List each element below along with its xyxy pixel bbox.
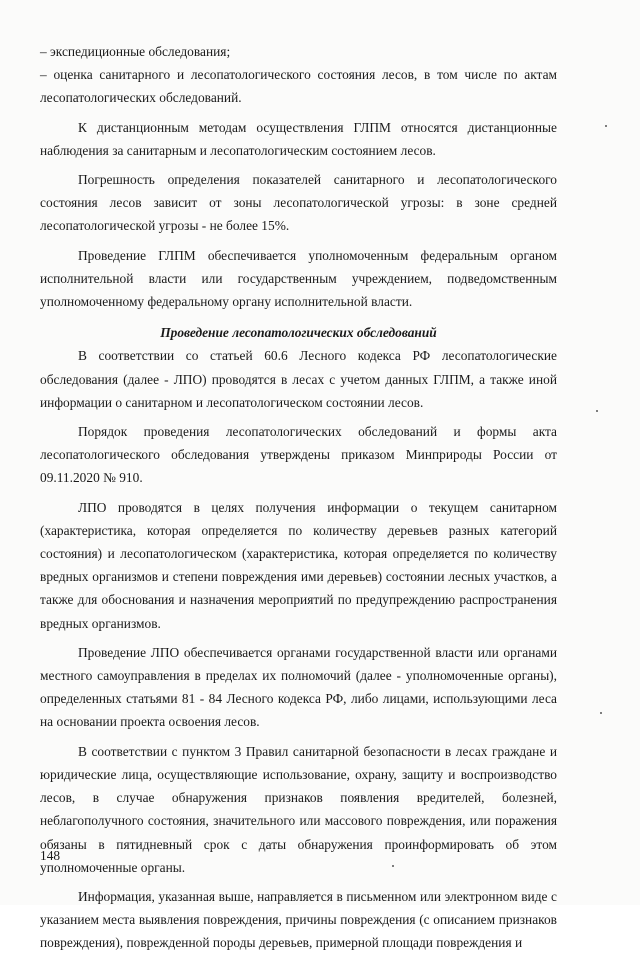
paragraph-lpo-purpose: ЛПО проводятся в целях получения информации о текущем санитарном (характеристика, которая определяется по количеству деревьев разных категорий состояния) и лесопатологическом (характеристика, которая определяется по количеству вредных организмов и степени повреждения ими деревьев) состоянии лесных участков, а также для обоснования и назначения мероприятий по предупреждению распространения вредных организмов. — [40, 499, 557, 631]
paragraph-lpo-order: Порядок проведения лесопатологических обследований и формы акта лесопатологического обследования утверждены приказом Минприроды России от 09.11.2020 № 910. — [40, 424, 557, 486]
page-number: 148 — [40, 848, 61, 863]
list-item-expeditionary: – экспедиционные обследования; — [40, 44, 231, 59]
scan-speck — [596, 410, 598, 412]
list-item-assessment: – оценка санитарного и лесопатологического состояния лесов, в том числе по актам лесопатологических обследований. — [40, 67, 557, 106]
paragraph-sanitary-rules: В соответствии с пунктом 3 Правил санитарной безопасности в лесах граждане и юридические лица, осуществляющие использование, охрану, защиту и воспроизводство лесов, в случае обнаружения признаков появления вредителей, болезней, неблагополучного состояния, значительного или массового повреждения, или поражения обязаны в пятидневный срок с даты обнаружения проинформировать об этом уполномоченные органы. — [40, 743, 557, 875]
scan-speck — [600, 712, 602, 714]
paragraph-accuracy: Погрешность определения показателей санитарного и лесопатологического состояния лесов зависит от зоны лесопатологической угрозы: в зоне средней лесопатологической угрозы - не более 15%. — [40, 172, 557, 234]
paragraph-lpo-definition: В соответствии со статьей 60.6 Лесного кодекса РФ лесопатологические обследования (далее - ЛПО) проводятся в лесах с учетом данных ГЛПМ, а также иной информации о санитарном и лесопатологическом состоянии лесов. — [40, 348, 557, 410]
section-heading: Проведение лесопатологических обследований — [160, 325, 437, 341]
paragraph-information: Информация, указанная выше, направляется в письменном или электронном виде с указанием места выявления повреждения, причины повреждения (с описанием признаков повреждения), поврежденной породы деревьев, примерной площади повреждения и — [40, 888, 557, 951]
scan-speck — [392, 865, 394, 867]
paragraph-glpm-provision: Проведение ГЛПМ обеспечивается уполномоченным федеральным органом исполнительной власти или государственным учреждением, подведомственным уполномоченному федеральному органу исполнительной власти. — [40, 247, 557, 310]
page-content — [40, 40, 557, 955]
scan-speck — [605, 125, 607, 127]
paragraph-lpo-provision: Проведение ЛПО обеспечивается органами государственной власти или органами местного самоуправления в пределах их полномочий (далее - уполномоченные органы), определенных статьями 81 - 84 Лесного кодекса РФ, либо лицами, использующими леса на основании проекта освоения лесов. — [40, 644, 557, 730]
paragraph-remote-methods: К дистанционным методам осуществления ГЛПМ относятся дистанционные наблюдения за санитарным и лесопатологическим состоянием лесов. — [40, 119, 557, 158]
